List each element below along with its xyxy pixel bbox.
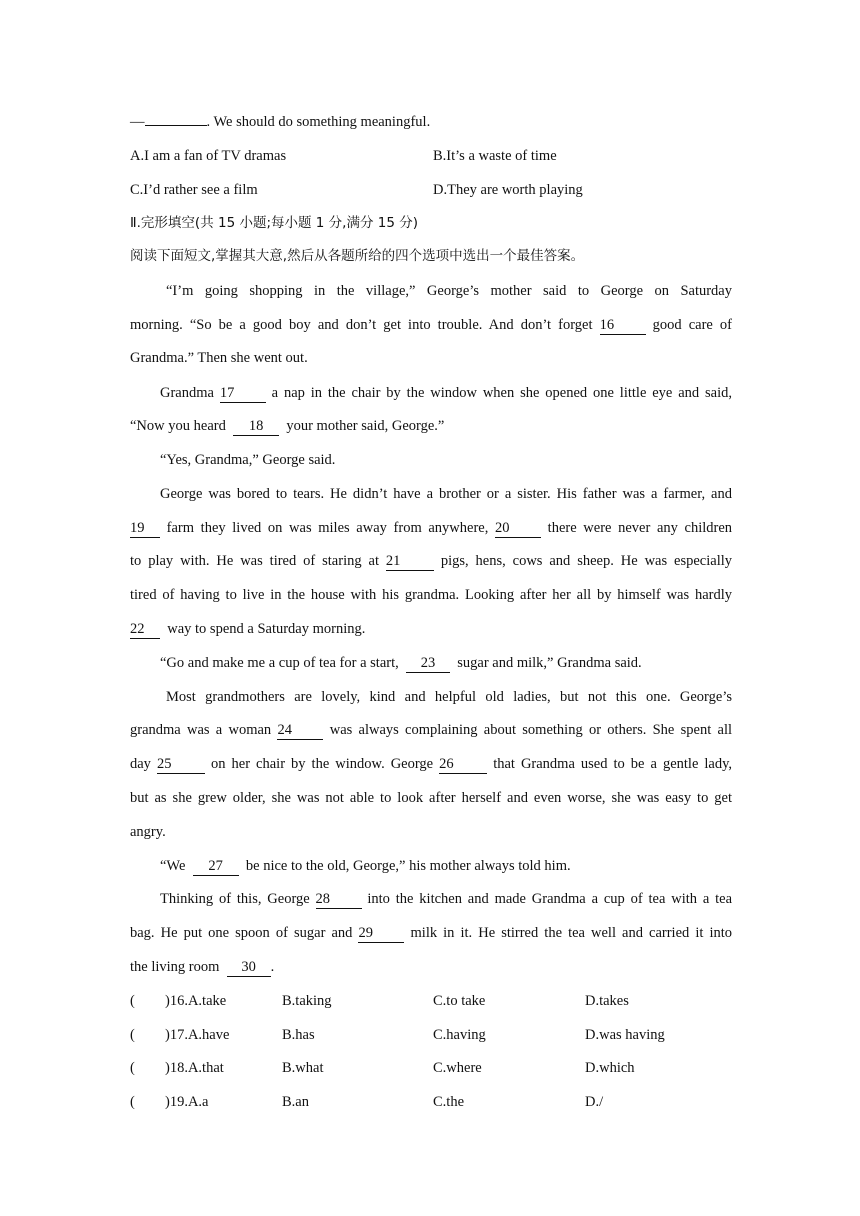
option-a: A.I am a fan of TV dramas <box>130 148 287 164</box>
passage-text: a nap in the chair by the window when she opened one little eye and said, <box>271 385 732 401</box>
passage-text: morning. “So be a good boy and don’t get into trouble. And don’t forget <box>130 317 593 333</box>
question-option-b: B.an <box>282 1094 309 1110</box>
answer-paren: ( <box>130 993 135 1009</box>
passage-text: the living room <box>130 959 220 975</box>
passage-text: grandma was a woman <box>130 722 272 738</box>
answer-paren: ( <box>130 1094 135 1110</box>
blank-19: 19 <box>130 520 160 538</box>
blank-22: 22 <box>130 621 160 639</box>
passage-text: was always complaining about something or others. She spent all <box>329 722 732 738</box>
blank-29: 29 <box>358 925 404 943</box>
passage-line: but as she grew older, she was not able to look after herself and even worse, she was easy to get <box>130 790 732 806</box>
question-row <box>130 1058 732 1078</box>
passage-line <box>130 315 732 335</box>
passage-line: Most grandmothers are lovely, kind and helpful old ladies, but not this one. George’s <box>166 689 732 705</box>
option-b: B.It’s a waste of time <box>433 148 557 164</box>
dash: — <box>130 114 145 130</box>
question-option-a: )16.A.take <box>165 993 227 1009</box>
passage-text: your mother said, George.” <box>286 418 445 434</box>
blank-16: 16 <box>600 317 646 335</box>
question-option-d: D.which <box>585 1060 635 1076</box>
passage-line <box>130 619 732 639</box>
passage-line <box>130 889 732 909</box>
passage-line <box>130 923 732 943</box>
prev-question-options-row-2 <box>130 180 732 200</box>
prev-question-stem-text: . We should do something meaningful. <box>206 114 431 130</box>
question-option-d: D.was having <box>585 1027 665 1043</box>
blank-30: 30 <box>227 959 271 977</box>
passage-text: “Now you heard <box>130 418 226 434</box>
blank-26: 26 <box>439 756 487 774</box>
blank-25: 25 <box>157 756 205 774</box>
passage-line <box>130 720 732 740</box>
passage-text: Thinking of this, George <box>160 891 310 907</box>
passage-line: tired of having to live in the house with his grandma. Looking after her all by himself was hardly <box>130 587 732 603</box>
passage-line: “Yes, Grandma,” George said. <box>160 452 336 468</box>
option-d: D.They are worth playing <box>433 182 583 198</box>
prev-question-stem <box>130 112 732 132</box>
blank-28: 28 <box>316 891 362 909</box>
passage-line <box>130 518 732 538</box>
question-option-a: )17.A.have <box>165 1027 230 1043</box>
passage-text: milk in it. He stirred the tea well and carried it into <box>410 925 733 941</box>
question-option-b: B.what <box>282 1060 324 1076</box>
passage-line <box>130 856 732 876</box>
passage-text: sugar and milk,” Grandma said. <box>457 655 642 671</box>
passage-line: George was bored to tears. He didn’t have a brother or a sister. His father was a farmer, and <box>160 486 732 502</box>
passage-line: “I’m going shopping in the village,” George’s mother said to George on Saturday <box>166 283 732 299</box>
option-c: C.I’d rather see a film <box>130 182 258 198</box>
section-heading: Ⅱ.完形填空(共 15 小题;每小题 1 分,满分 15 分) <box>130 215 419 231</box>
passage-text: . <box>270 959 275 975</box>
answer-paren: ( <box>130 1060 135 1076</box>
question-option-b: B.has <box>282 1027 315 1043</box>
passage-text: Grandma <box>160 385 214 401</box>
passage-text: farm they lived on was miles away from anywhere, <box>166 520 489 536</box>
blank-21: 21 <box>386 553 434 571</box>
passage-line <box>130 653 732 673</box>
passage-line <box>130 416 732 436</box>
section-instructions: 阅读下面短文,掌握其大意,然后从各题所给的四个选项中选出一个最佳答案。 <box>130 248 585 264</box>
passage-text: pigs, hens, cows and sheep. He was especially <box>440 553 733 569</box>
blank-23: 23 <box>406 655 450 673</box>
blank-18: 18 <box>233 418 279 436</box>
passage-text: way to spend a Saturday morning. <box>167 621 366 637</box>
question-option-b: B.taking <box>282 993 332 1009</box>
question-option-a: )19.A.a <box>165 1094 209 1110</box>
passage-line <box>130 551 732 571</box>
question-option-c: C.having <box>433 1027 486 1043</box>
question-option-c: C.the <box>433 1094 465 1110</box>
passage-text: into the kitchen and made Grandma a cup of tea with a tea <box>367 891 733 907</box>
question-option-d: D./ <box>585 1094 604 1110</box>
question-option-a: )18.A.that <box>165 1060 224 1076</box>
passage-text: day <box>130 756 151 772</box>
question-row <box>130 991 732 1011</box>
prev-question-options-row-1 <box>130 146 732 166</box>
passage-text: bag. He put one spoon of sugar and <box>130 925 353 941</box>
question-option-d: D.takes <box>585 993 629 1009</box>
passage-text: “Go and make me a cup of tea for a start, <box>160 655 399 671</box>
passage-line: angry. <box>130 824 166 840</box>
question-row <box>130 1025 732 1045</box>
passage-text: “We <box>160 858 186 874</box>
passage-text: to play with. He was tired of staring at <box>130 553 379 569</box>
blank-20: 20 <box>495 520 541 538</box>
passage-line <box>130 383 732 403</box>
answer-blank <box>145 125 207 126</box>
blank-24: 24 <box>277 722 323 740</box>
question-option-c: C.where <box>433 1060 482 1076</box>
question-option-c: C.to take <box>433 993 486 1009</box>
passage-text: good care of <box>652 317 733 333</box>
answer-paren: ( <box>130 1027 135 1043</box>
blank-17: 17 <box>220 385 266 403</box>
passage-text: be nice to the old, George,” his mother always told him. <box>245 858 571 874</box>
question-row <box>130 1092 732 1112</box>
passage-line <box>130 754 732 774</box>
passage-text: there were never any children <box>547 520 733 536</box>
passage-text: that Grandma used to be a gentle lady, <box>493 756 733 772</box>
passage-line: Grandma.” Then she went out. <box>130 350 308 366</box>
passage-line <box>130 957 732 977</box>
blank-27: 27 <box>193 858 239 876</box>
passage-text: on her chair by the window. George <box>211 756 434 772</box>
